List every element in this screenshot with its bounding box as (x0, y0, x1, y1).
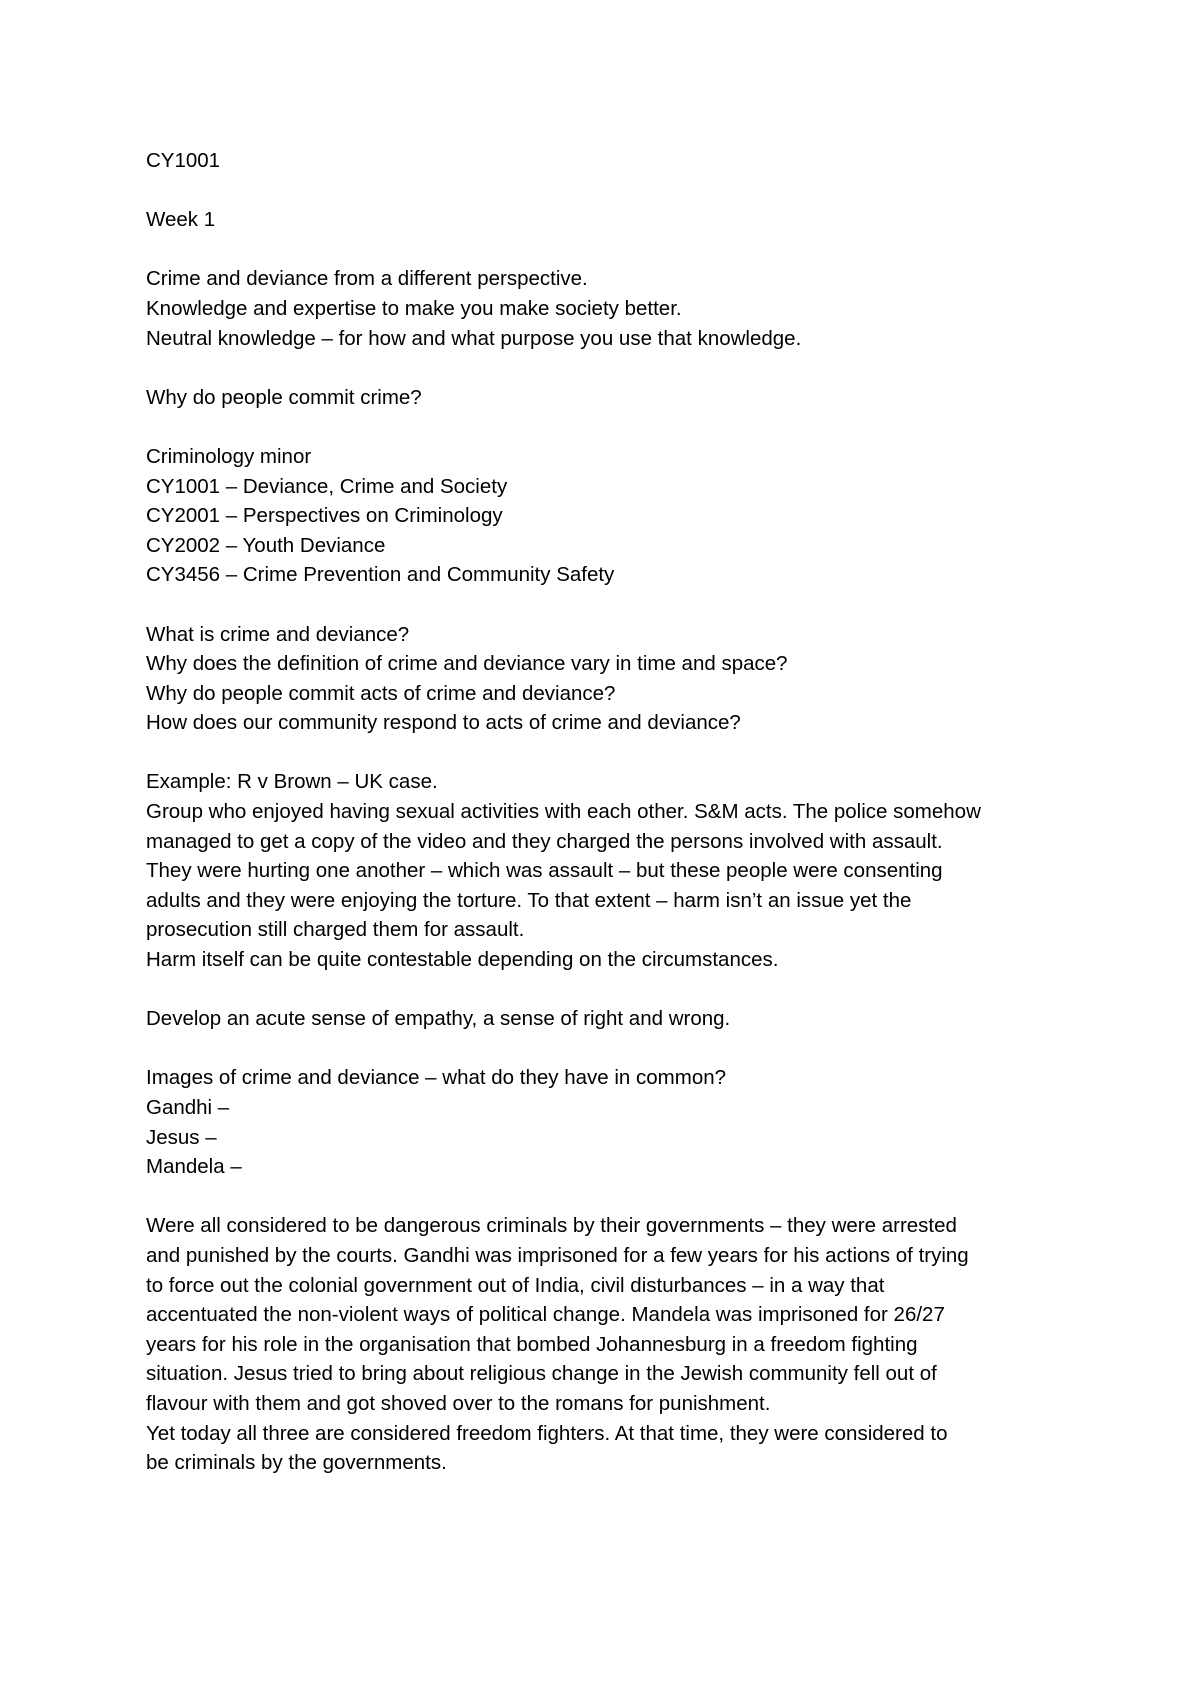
example-line: prosecution still charged them for assault. (146, 918, 525, 942)
intro-paragraph (146, 264, 1076, 353)
example-line: managed to get a copy of the video and they charged the persons involved with assault. (146, 829, 943, 853)
course-code (146, 146, 1076, 176)
criminology-minor (146, 442, 1076, 590)
conclusion-line: and punished by the courts. Gandhi was imprisoned for a few years for his actions of trying (146, 1243, 969, 1267)
conclusion-line: years for his role in the organisation that bombed Johannesburg in a freedom fighting (146, 1332, 918, 1356)
empathy-text: Develop an acute sense of empathy, a sense of right and wrong. (146, 1007, 731, 1031)
week-heading (146, 205, 1076, 235)
minor-course-item: CY3456 – Crime Prevention and Community Safety (146, 563, 615, 587)
conclusion-line: flavour with them and got shoved over to the romans for punishment. (146, 1391, 771, 1415)
example-paragraph (146, 767, 1076, 974)
example-line: Harm itself can be quite contestable depending on the circumstances. (146, 948, 779, 972)
conclusion-line: Yet today all three are considered freedom fighters. At that time, they were considered to (146, 1421, 948, 1445)
key-question-item: What is crime and deviance? (146, 622, 410, 646)
images-line: Images of crime and deviance – what do they have in common? (146, 1066, 727, 1090)
images-line: Gandhi – (146, 1096, 230, 1119)
intro-line: Crime and deviance from a different perspective. (146, 267, 588, 291)
conclusion-line: accentuated the non-violent ways of political change. Mandela was imprisoned for 26/27 (146, 1303, 945, 1327)
minor-course-item: CY2001 – Perspectives on Criminology (146, 504, 503, 528)
main-question (146, 383, 1076, 413)
document-body (146, 146, 1076, 1507)
conclusion-line: situation. Jesus tried to bring about religious change in the Jewish community fell out of (146, 1362, 937, 1386)
key-question-item: Why do people commit acts of crime and deviance? (146, 681, 616, 705)
week-heading-text: Week 1 (146, 208, 216, 232)
conclusion-line: Were all considered to be dangerous criminals by their governments – they were arrested (146, 1214, 957, 1238)
minor-heading: Criminology minor (146, 444, 312, 468)
intro-line: Neutral knowledge – for how and what purpose you use that knowledge. (146, 326, 802, 350)
key-question-item: Why does the definition of crime and deviance vary in time and space? (146, 652, 788, 676)
images-paragraph (146, 1063, 1076, 1181)
key-questions (146, 620, 1076, 738)
example-line: adults and they were enjoying the torture. To that extent – harm isn’t an issue yet the (146, 888, 912, 912)
key-question-item: How does our community respond to acts of crime and deviance? (146, 711, 741, 735)
images-line: Mandela – (146, 1155, 242, 1179)
empathy-paragraph (146, 1004, 1076, 1034)
example-line: Group who enjoyed having sexual activities with each other. S&M acts. The police somehow (146, 800, 981, 824)
images-line: Jesus – (146, 1125, 217, 1149)
conclusion-paragraph (146, 1211, 1076, 1477)
minor-course-item: CY1001 – Deviance, Crime and Society (146, 474, 508, 498)
conclusion-line: to force out the colonial government out of India, civil disturbances – in a way that (146, 1273, 885, 1297)
intro-line: Knowledge and expertise to make you make society better. (146, 296, 682, 320)
course-code-text: CY1001 (146, 149, 221, 172)
conclusion-line: be criminals by the governments. (146, 1451, 447, 1475)
example-line: Example: R v Brown – UK case. (146, 770, 438, 794)
main-question-text: Why do people commit crime? (146, 385, 422, 409)
example-line: They were hurting one another – which was assault – but these people were consenting (146, 859, 943, 883)
minor-course-item: CY2002 – Youth Deviance (146, 533, 386, 557)
